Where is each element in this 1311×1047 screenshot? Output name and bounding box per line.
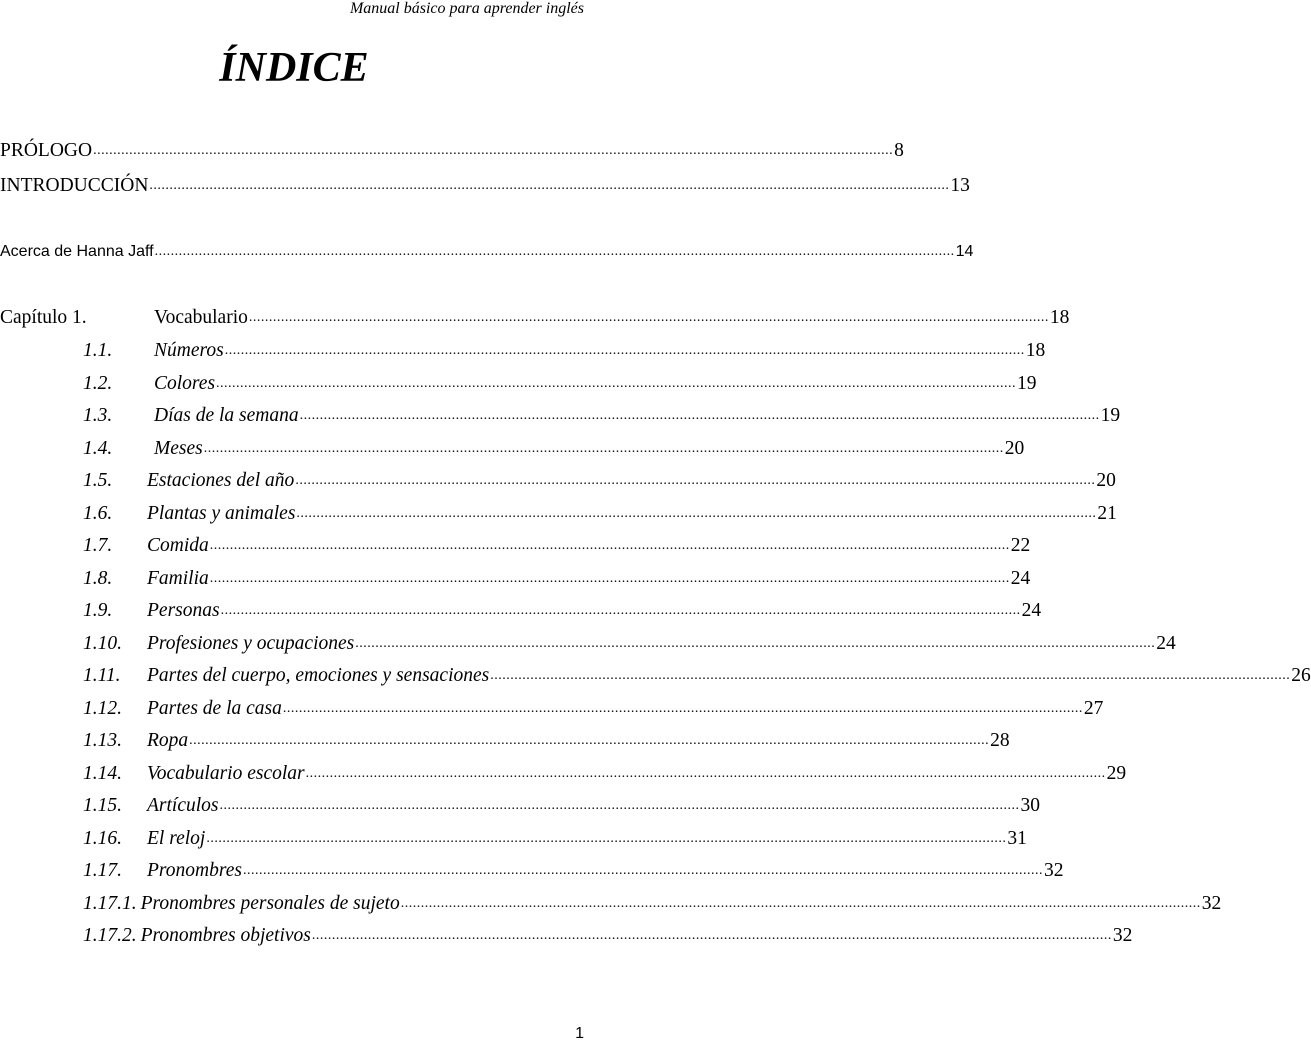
dot-leader: ........................................................................................................................................................................................................ [224, 343, 1025, 358]
dot-leader: ........................................................................................................................................................................................................ [189, 733, 990, 748]
toc-entry-label [0, 892, 400, 916]
toc-entry-number: 1.17. [83, 860, 122, 881]
toc-section-entry[interactable] [0, 502, 1117, 526]
toc-entry-title: Artículos [147, 795, 219, 816]
page-number: 1 [575, 1025, 584, 1042]
toc-entry-label [0, 404, 299, 428]
dot-leader: ........................................................................................................................................................................................................ [355, 636, 1156, 651]
toc-entry-page: 30 [1020, 795, 1040, 816]
toc-entry-number: 1.5. [83, 470, 113, 491]
toc-section-entry[interactable] [0, 729, 1010, 753]
toc-entry-page: 32 [1043, 860, 1064, 881]
toc-entry-title: Ropa [147, 730, 189, 751]
toc-entry-label [0, 762, 305, 786]
toc-entry-label [0, 534, 209, 558]
toc-chapter-entry[interactable] [0, 306, 1070, 330]
toc-entry-label [0, 139, 92, 163]
toc-entry-title: Números [154, 340, 224, 361]
toc-entry-number: 1.6. [83, 503, 113, 524]
toc-entry-title: Vocabulario escolar [147, 763, 305, 784]
toc-subsection-entry[interactable] [0, 924, 1133, 948]
toc-section-entry[interactable] [0, 632, 1176, 656]
dot-leader: ........................................................................................................................................................................................................ [220, 603, 1021, 618]
toc-entry-title: Plantas y animales [147, 503, 296, 524]
toc-entry-title: Familia [147, 568, 209, 589]
toc-entry-label [0, 437, 203, 461]
toc-entry-label [0, 306, 248, 330]
toc-entry-title: Meses [154, 438, 203, 459]
toc-entry-page: 20 [1004, 438, 1025, 459]
toc-entry-page: 18 [1025, 340, 1046, 361]
toc-entry-label [0, 372, 215, 396]
toc-entry-title: Profesiones y ocupaciones [147, 633, 355, 654]
toc-section-entry[interactable] [0, 469, 1116, 493]
toc-entry-page: 13 [950, 175, 970, 196]
toc-entry-page: 29 [1106, 763, 1127, 784]
toc-entry-label [0, 924, 311, 948]
toc-section-entry[interactable] [0, 404, 1121, 428]
dot-leader: ........................................................................................................................................................................................................ [295, 473, 1096, 488]
toc-entry-number: 1.2. [83, 373, 113, 394]
toc-entry-number: 1.12. [83, 698, 122, 719]
toc-entry-page: 14 [955, 243, 974, 260]
dot-leader: ........................................................................................................................................................................................................ [282, 701, 1083, 716]
toc-entry-label [0, 502, 295, 526]
dot-leader: ........................................................................................................................................................................................................ [299, 408, 1100, 423]
dot-leader: ........................................................................................................................................................................................................ [248, 310, 1049, 325]
toc-entry-title: Vocabulario [154, 307, 248, 328]
toc-entry-title: Partes de la casa [147, 698, 282, 719]
toc-entry-number: 1.11. [83, 665, 121, 686]
dot-leader: ........................................................................................................................................................................................................ [93, 143, 894, 158]
toc-entry-page: 22 [1010, 535, 1031, 556]
toc-entry-number: 1.16. [83, 828, 122, 849]
toc-section-entry[interactable] [0, 339, 1046, 363]
toc-entry-number: 1.7. [83, 535, 113, 556]
toc-entry-label [0, 794, 219, 818]
toc-entry-title: Comida [147, 535, 209, 556]
toc-section-entry[interactable] [0, 664, 1311, 688]
toc-entry-label [0, 567, 209, 591]
toc-entry-number: 1.17.2. [83, 925, 137, 946]
toc-entry-number: 1.9. [83, 600, 113, 621]
toc-section-entry[interactable] [0, 762, 1127, 786]
toc-entry-number: 1.14. [83, 763, 122, 784]
toc-entry-page: 19 [1100, 405, 1121, 426]
toc-entry-number: 1.15. [83, 795, 122, 816]
toc-entry-label [0, 827, 205, 851]
toc-entry-label [0, 174, 148, 198]
dot-leader: ........................................................................................................................................................................................................ [206, 831, 1007, 846]
toc-entry-page: 21 [1097, 503, 1117, 524]
toc-entry-title: PRÓLOGO [0, 140, 93, 161]
dot-leader: ........................................................................................................................................................................................................ [149, 178, 950, 193]
toc-section-entry[interactable] [0, 859, 1064, 883]
running-header: Manual básico para aprender inglés [349, 0, 584, 17]
dot-leader: ........................................................................................................................................................................................................ [400, 896, 1201, 911]
toc-entry-title: Colores [154, 373, 216, 394]
toc-section-entry[interactable] [0, 437, 1025, 461]
toc-entry-title: Pronombres [147, 860, 242, 881]
toc-entry-number: 1.17.1. [83, 893, 137, 914]
toc-entry-number: 1.8. [83, 568, 113, 589]
toc-entry-number: Capítulo 1. [0, 307, 87, 328]
toc-entry-title: Personas [147, 600, 220, 621]
toc-entry-label [0, 859, 242, 883]
dot-leader: ........................................................................................................................................................................................................ [296, 506, 1097, 521]
toc-section-entry[interactable] [0, 827, 1027, 851]
toc-entry-label [0, 632, 354, 656]
toc-entry-page: 24 [1156, 633, 1176, 654]
dot-leader: ........................................................................................................................................................................................................ [242, 863, 1043, 878]
toc-entry-label [0, 599, 220, 623]
toc-entry-page: 31 [1007, 828, 1027, 849]
toc-entry-title: INTRODUCCIÓN [0, 175, 149, 196]
toc-entry-page: 32 [1112, 925, 1133, 946]
toc-front-matter-entry[interactable] [0, 240, 974, 264]
dot-leader: ........................................................................................................................................................................................................ [209, 538, 1010, 553]
toc-entry-number: 1.10. [83, 633, 122, 654]
toc-entry-title: Partes del cuerpo, emociones y sensaciones [147, 665, 490, 686]
toc-entry-page: 32 [1201, 893, 1222, 914]
toc-section-entry[interactable] [0, 567, 1031, 591]
dot-leader: ........................................................................................................................................................................................................ [209, 571, 1010, 586]
toc-entry-label [0, 339, 224, 363]
toc-entry-label [0, 469, 294, 493]
dot-leader: ........................................................................................................................................................................................................ [305, 766, 1106, 781]
toc-section-entry[interactable] [0, 534, 1031, 558]
toc-entry-title: Acerca de Hanna Jaff [0, 243, 154, 260]
toc-front-matter-entry[interactable] [0, 174, 970, 198]
toc-entry-page: 27 [1083, 698, 1104, 719]
toc-entry-label [0, 664, 489, 688]
dot-leader: ........................................................................................................................................................................................................ [311, 928, 1112, 943]
toc-section-entry[interactable] [0, 697, 1104, 721]
dot-leader: ........................................................................................................................................................................................................ [216, 376, 1017, 391]
toc-entry-title: Días de la semana [154, 405, 299, 426]
toc-entry-number: 1.4. [83, 438, 113, 459]
toc-entry-page: 19 [1017, 373, 1037, 394]
toc-entry-page: 20 [1096, 470, 1116, 491]
toc-entry-page: 26 [1291, 665, 1311, 686]
toc-entry-label [0, 729, 188, 753]
toc-entry-number: 1.3. [83, 405, 113, 426]
toc-entry-label [0, 240, 154, 264]
toc-entry-title: El reloj [147, 828, 206, 849]
toc-entry-page: 28 [990, 730, 1010, 751]
toc-section-entry[interactable] [0, 372, 1037, 396]
dot-leader: ........................................................................................................................................................................................................ [154, 244, 955, 259]
dot-leader: ........................................................................................................................................................................................................ [490, 668, 1291, 683]
toc-subsection-entry[interactable] [0, 892, 1222, 916]
page-title: ÍNDICE [219, 45, 369, 91]
toc-entry-page: 24 [1021, 600, 1042, 621]
toc-entry-label [0, 697, 282, 721]
toc-section-entry[interactable] [0, 599, 1042, 623]
toc-entry-page: 8 [894, 140, 904, 161]
toc-section-entry[interactable] [0, 794, 1040, 818]
dot-leader: ........................................................................................................................................................................................................ [203, 441, 1004, 456]
toc-entry-title: Pronombres personales de sujeto [140, 893, 400, 914]
toc-entry-number: 1.13. [83, 730, 122, 751]
toc-entry-page: 18 [1049, 307, 1070, 328]
toc-entry-title: Pronombres objetivos [140, 925, 311, 946]
dot-leader: ........................................................................................................................................................................................................ [219, 798, 1020, 813]
toc-entry-number: 1.1. [83, 340, 113, 361]
toc-front-matter-entry[interactable] [0, 139, 904, 163]
toc-entry-title: Estaciones del año [147, 470, 295, 491]
toc-entry-page: 24 [1010, 568, 1031, 589]
